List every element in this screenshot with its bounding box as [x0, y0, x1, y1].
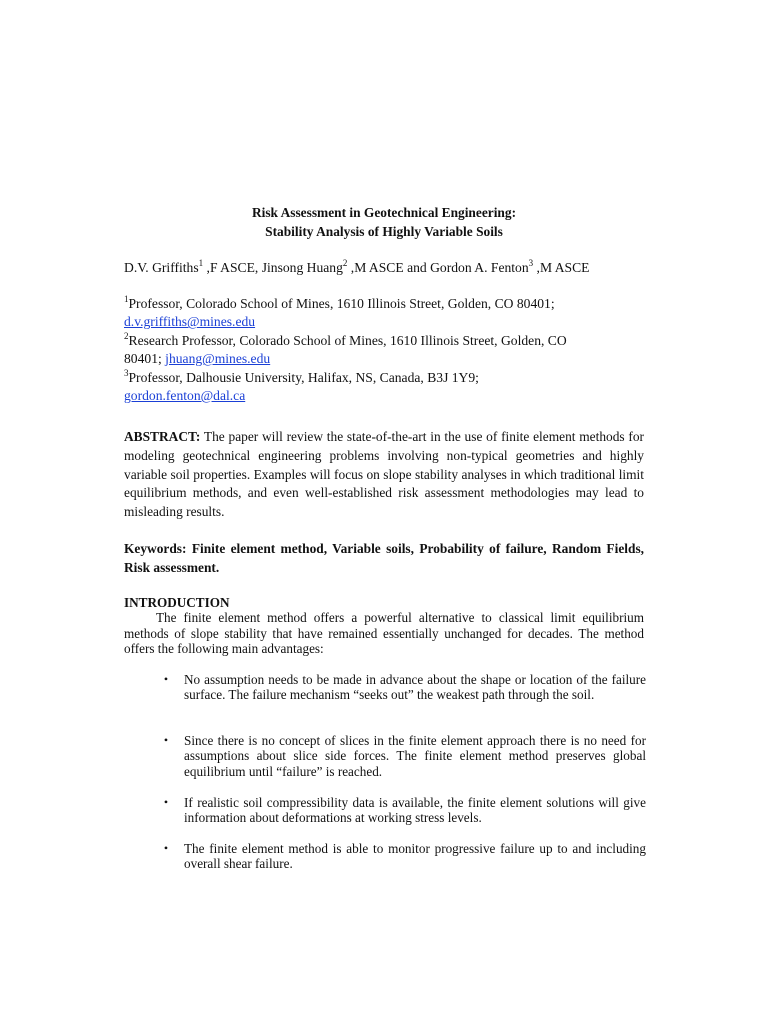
affiliation-2 — [124, 332, 644, 369]
affiliation-text: Professor, Dalhousie University, Halifax, NS, Canada, B3J 1Y9; — [128, 369, 479, 385]
affiliation-3 — [124, 369, 644, 406]
email-link[interactable]: gordon.fenton@dal.ca — [124, 388, 246, 404]
email-link[interactable]: jhuang@mines.edu — [165, 351, 271, 367]
affiliation-1 — [124, 295, 644, 332]
abstract-label: ABSTRACT: — [124, 429, 201, 444]
bullet-icon: • — [163, 841, 169, 855]
affiliations — [124, 295, 644, 405]
introduction-paragraph — [124, 610, 644, 657]
list-item-text: The finite element method is able to monitor progressive failure up to and including overall shear failure. — [184, 841, 646, 872]
list-item — [160, 733, 646, 779]
affiliation-text: Research Professor, Colorado School of Mines, 1610 Illinois Street, Golden, CO — [128, 332, 567, 348]
bullet-icon: • — [163, 733, 169, 747]
author-name: ,M ASCE and Gordon A. Fenton — [347, 260, 529, 275]
affiliation-marker: 3 — [528, 258, 534, 268]
introduction-text: The finite element method offers a powerful alternative to classical limit equilibrium methods of slope stability that have remained essentially unchanged for decades. The method offers the following main advantages: — [124, 610, 644, 657]
list-item-text: Since there is no concept of slices in the finite element approach there is no need for assumptions about slice side forces. The finite element method preserves global equilibrium until “failure” is reached. — [184, 733, 646, 779]
list-item-text: No assumption needs to be made in advance about the shape or location of the failure surface. The failure mechanism “seeks out” the weakest path through the soil. — [184, 672, 646, 703]
abstract-text: The paper will review the state-of-the-art in the use of finite element methods for modeling geotechnical engineering problems involving non-typical geometries and highly variable soil properties. Examples will focus on slope stability analyses in which traditional limit equilibrium methods, and even well-established risk assessment methodologies may lead to misleading results. — [124, 429, 644, 520]
affiliation-text: 80401; — [124, 351, 166, 367]
list-item — [160, 795, 646, 826]
bullet-icon: • — [163, 795, 169, 809]
author-name: ,F ASCE, Jinsong Huang — [203, 260, 343, 275]
affiliation-marker: 1 — [198, 258, 204, 268]
affiliation-text: Professor, Colorado School of Mines, 1610 Illinois Street, Golden, CO 80401; — [128, 296, 555, 311]
bullet-icon: • — [163, 672, 169, 686]
section-heading-introduction: INTRODUCTION — [124, 595, 230, 610]
paper-title-line-2: Stability Analysis of Highly Variable Soils — [265, 224, 503, 239]
keywords: Keywords: Finite element method, Variable soils, Probability of failure, Random Fields, Risk assessment. — [124, 541, 644, 575]
list-item-text: If realistic soil compressibility data is available, the finite element solutions will give information about deformations at working stress levels. — [184, 795, 646, 826]
abstract — [124, 428, 644, 522]
author-name: ,M ASCE — [533, 260, 590, 275]
affiliation-marker: 3 — [124, 367, 129, 378]
paper-title-line-1: Risk Assessment in Geotechnical Engineering: — [251, 205, 517, 220]
affiliation-marker: 2 — [124, 330, 129, 341]
list-item — [160, 672, 646, 703]
affiliation-marker: 2 — [342, 258, 348, 268]
author-name: D.V. Griffiths — [124, 260, 199, 275]
author-list — [124, 259, 654, 277]
affiliation-marker: 1 — [124, 294, 129, 304]
list-item — [160, 841, 646, 872]
email-link[interactable]: d.v.griffiths@mines.edu — [124, 314, 256, 330]
